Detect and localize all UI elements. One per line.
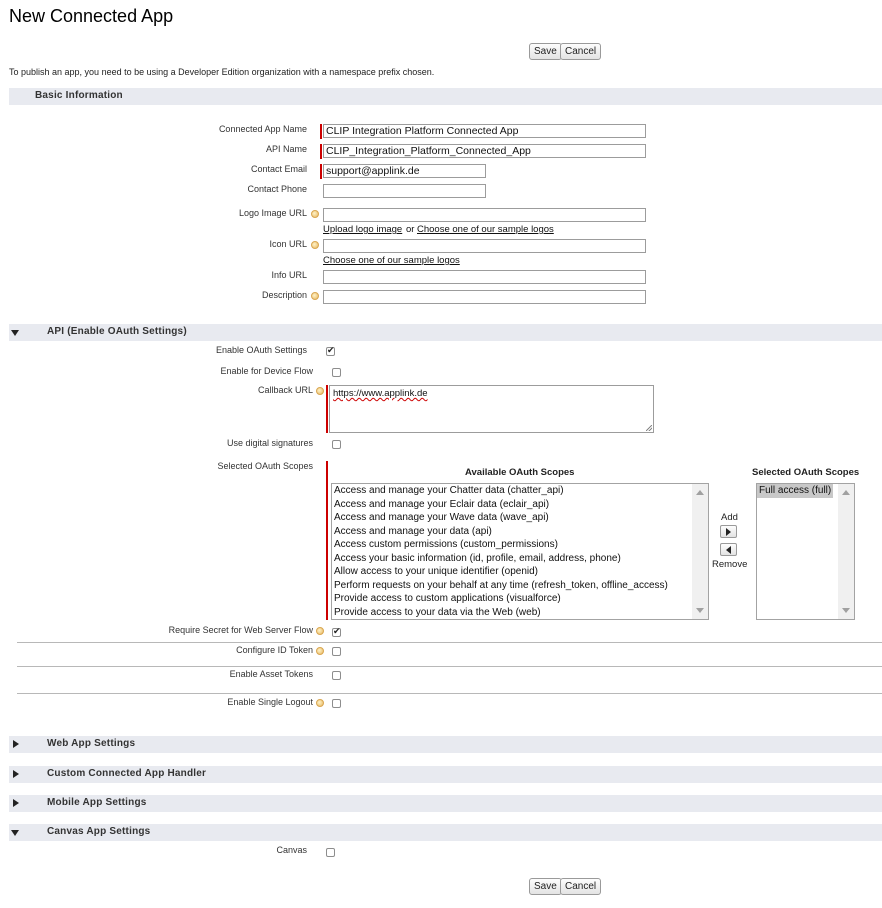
device-flow-checkbox[interactable] — [332, 368, 341, 377]
remove-scope-button[interactable] — [720, 543, 737, 556]
help-icon[interactable] — [316, 627, 324, 635]
id-token-checkbox[interactable] — [332, 647, 341, 656]
selected-scopes-header: Selected OAuth Scopes — [752, 467, 860, 478]
section-custom-handler[interactable] — [9, 766, 882, 783]
available-scope-option[interactable]: Provide access to your data via the Web (web) — [334, 606, 541, 618]
upload-logo-link[interactable]: Upload logo image — [323, 224, 403, 235]
help-icon[interactable] — [311, 241, 319, 249]
icon-url-label: Icon URL — [269, 239, 307, 249]
scrollbar[interactable] — [838, 484, 854, 619]
icon-sample-logos-link[interactable]: Choose one of our sample logos — [323, 255, 460, 266]
canvas-label: Canvas — [276, 845, 307, 855]
single-logout-checkbox[interactable] — [332, 699, 341, 708]
enable-oauth-checkbox[interactable] — [326, 347, 335, 356]
intro-text: To publish an app, you need to be using a Developer Edition organization with a namespace prefix chosen. — [9, 67, 435, 77]
resize-grip-icon[interactable] — [646, 425, 652, 431]
canvas-checkbox[interactable] — [326, 848, 335, 857]
available-scope-option[interactable]: Perform requests on your behalf at any time (refresh_token, offline_access) — [334, 579, 668, 591]
help-icon[interactable] — [316, 699, 324, 707]
save-button-bottom[interactable]: Save — [529, 878, 562, 895]
digital-signatures-checkbox[interactable] — [332, 440, 341, 449]
triangle-right-icon[interactable] — [13, 770, 19, 778]
help-icon[interactable] — [311, 292, 319, 300]
section-title: Web App Settings — [47, 738, 136, 749]
section-canvas-app-settings[interactable] — [9, 824, 882, 841]
single-logout-label: Enable Single Logout — [227, 697, 313, 707]
required-indicator — [326, 385, 328, 433]
asset-tokens-label: Enable Asset Tokens — [229, 669, 313, 679]
help-icon[interactable] — [316, 387, 324, 395]
triangle-down-icon[interactable] — [11, 330, 19, 336]
help-icon[interactable] — [311, 210, 319, 218]
section-title: Canvas App Settings — [47, 826, 151, 837]
scroll-down-icon[interactable] — [696, 608, 704, 613]
scrollbar[interactable] — [692, 484, 708, 619]
scroll-down-icon[interactable] — [842, 608, 850, 613]
triangle-right-icon[interactable] — [13, 740, 19, 748]
available-scope-option[interactable]: Access and manage your data (api) — [334, 525, 492, 537]
required-indicator — [326, 461, 328, 620]
contact-phone-input[interactable] — [323, 184, 486, 198]
triangle-down-icon[interactable] — [11, 830, 19, 836]
available-scopes-header: Available OAuth Scopes — [465, 467, 575, 478]
required-indicator — [320, 164, 322, 179]
asset-tokens-checkbox[interactable] — [332, 671, 341, 680]
description-input[interactable] — [323, 290, 646, 304]
remove-label: Remove — [712, 559, 748, 570]
callback-url-textarea[interactable] — [329, 385, 654, 433]
available-scope-option[interactable]: Allow access to your unique identifier (openid) — [334, 566, 538, 577]
or-text: or — [406, 224, 415, 235]
callback-url-label: Callback URL — [257, 385, 313, 395]
divider — [17, 666, 882, 667]
contact-phone-label: Contact Phone — [247, 184, 307, 194]
api-name-input[interactable]: CLIP_Integration_Platform_Connected_App — [323, 144, 646, 158]
description-label: Description — [261, 290, 307, 300]
arrow-left-icon — [726, 546, 731, 554]
section-title: Basic Information — [35, 90, 123, 101]
id-token-label: Configure ID Token — [236, 645, 313, 655]
cancel-button-top[interactable]: Cancel — [560, 43, 601, 60]
logo-url-input[interactable] — [323, 208, 646, 222]
icon-url-input[interactable] — [323, 239, 646, 253]
app-name-label: Connected App Name — [218, 124, 307, 134]
callback-url-value: https://www.applink.de — [333, 388, 428, 399]
available-scope-option[interactable]: Access and manage your Wave data (wave_api) — [334, 512, 549, 523]
enable-oauth-label: Enable OAuth Settings — [215, 345, 307, 355]
save-button-top[interactable]: Save — [529, 43, 562, 60]
info-url-label: Info URL — [271, 270, 307, 280]
section-mobile-app-settings[interactable] — [9, 795, 882, 812]
device-flow-label: Enable for Device Flow — [220, 366, 313, 376]
section-api-oauth[interactable] — [9, 324, 882, 341]
available-scope-option[interactable]: Access and manage your Eclair data (eclair_api) — [334, 498, 550, 510]
available-scope-option[interactable]: Provide access to custom applications (visualforce) — [334, 593, 561, 604]
app-name-input[interactable]: CLIP Integration Platform Connected App — [323, 124, 646, 138]
add-scope-button[interactable] — [720, 525, 737, 538]
selected-scope-option[interactable]: Full access (full) — [759, 485, 832, 496]
cancel-button-bottom[interactable]: Cancel — [560, 878, 601, 895]
help-icon[interactable] — [316, 647, 324, 655]
arrow-right-icon — [726, 528, 731, 536]
section-basic-information — [9, 88, 882, 105]
digital-signatures-label: Use digital signatures — [226, 438, 313, 448]
required-indicator — [320, 144, 322, 159]
section-title: Custom Connected App Handler — [47, 768, 207, 779]
logo-url-label: Logo Image URL — [238, 208, 307, 218]
section-web-app-settings[interactable] — [9, 736, 882, 753]
api-name-label: API Name — [265, 144, 307, 154]
selected-scopes-list[interactable] — [756, 483, 855, 620]
required-indicator — [320, 124, 322, 139]
divider — [17, 642, 882, 643]
add-label: Add — [721, 512, 738, 523]
available-scopes-list[interactable] — [331, 483, 709, 620]
contact-email-input[interactable]: support@applink.de — [323, 164, 486, 178]
available-scope-option[interactable]: Access custom permissions (custom_permissions) — [334, 539, 558, 550]
section-title: API (Enable OAuth Settings) — [47, 326, 187, 337]
scroll-up-icon[interactable] — [842, 490, 850, 495]
require-secret-checkbox[interactable] — [332, 628, 341, 637]
info-url-input[interactable] — [323, 270, 646, 284]
available-scope-option[interactable]: Access and manage your Chatter data (chatter_api) — [334, 485, 564, 496]
triangle-right-icon[interactable] — [13, 799, 19, 807]
divider — [17, 693, 882, 694]
available-scope-option[interactable]: Access your basic information (id, profile, email, address, phone) — [334, 552, 621, 564]
oauth-scopes-label: Selected OAuth Scopes — [217, 461, 313, 471]
page-title: New Connected App — [9, 6, 174, 26]
contact-email-label: Contact Email — [250, 164, 307, 174]
require-secret-label: Require Secret for Web Server Flow — [168, 625, 313, 635]
section-title: Mobile App Settings — [47, 797, 147, 808]
sample-logos-link[interactable]: Choose one of our sample logos — [417, 224, 554, 235]
scroll-up-icon[interactable] — [696, 490, 704, 495]
